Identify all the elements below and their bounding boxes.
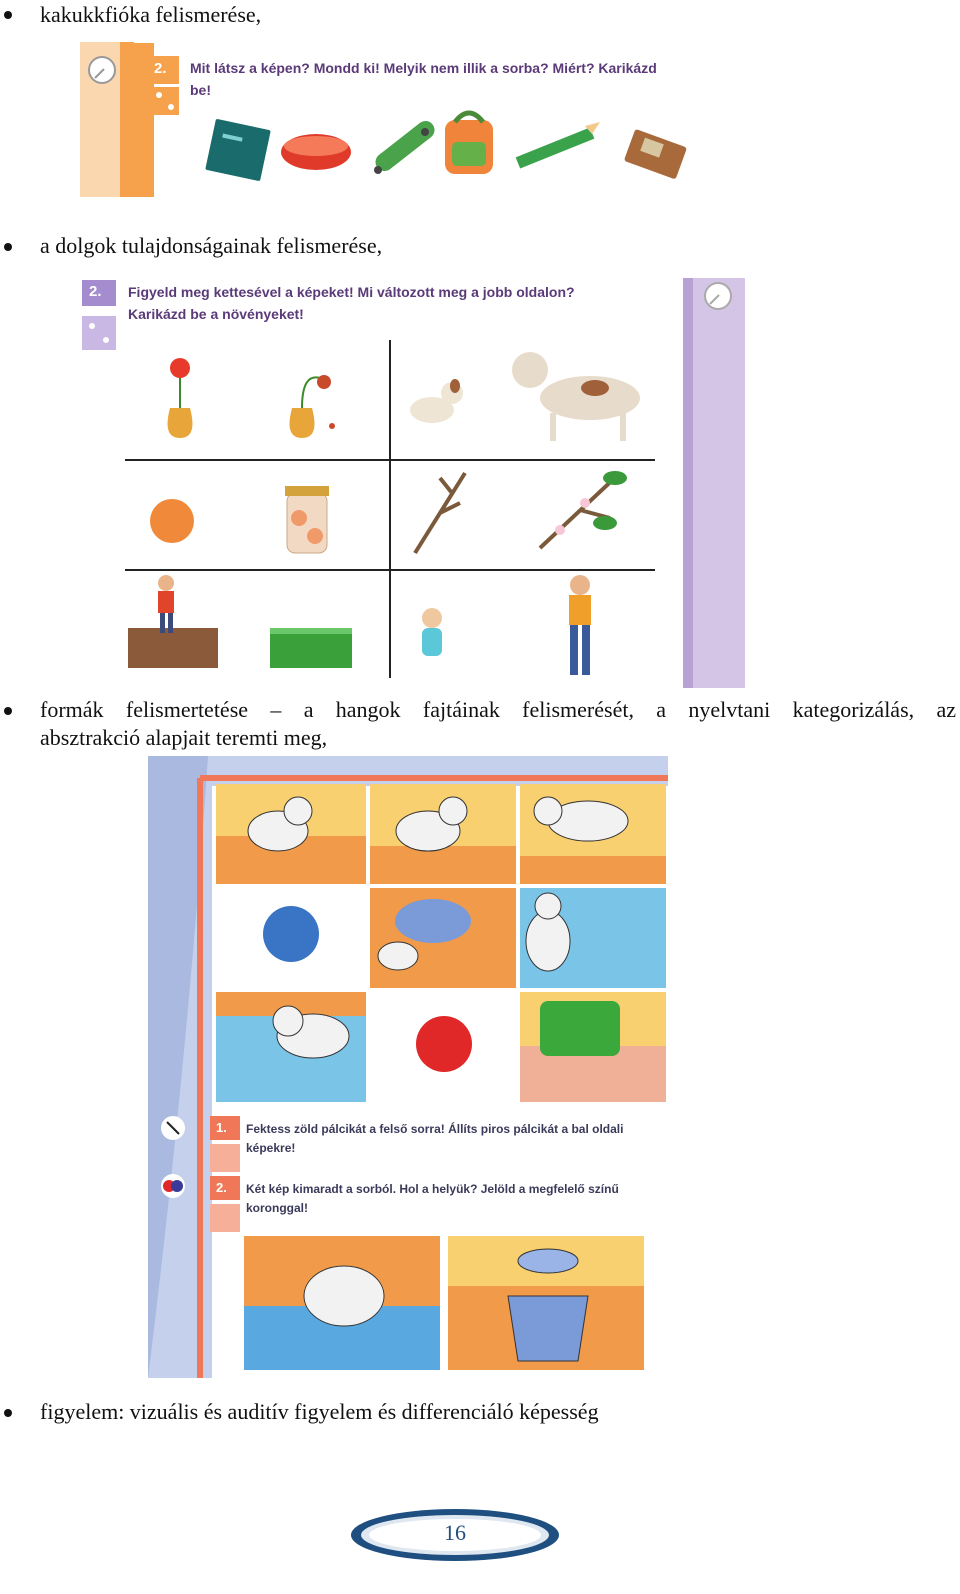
exercise-number: 2. bbox=[154, 60, 167, 77]
backpack-icon bbox=[445, 113, 493, 174]
book-icon bbox=[624, 129, 687, 180]
blossoming-twig-icon bbox=[540, 471, 627, 548]
exercise-number: 1. bbox=[216, 1120, 227, 1135]
instruction-line: Fektess zöld pálcikát a felső sorra! Állíts piros pálcikát a bal oldali bbox=[246, 1122, 624, 1136]
flower-vase-icon bbox=[168, 358, 193, 438]
dog-icon bbox=[512, 352, 640, 441]
wilted-flower-vase-icon bbox=[290, 375, 335, 438]
bullet-dot bbox=[4, 707, 12, 715]
pencil-case-icon bbox=[281, 134, 351, 170]
instruction-line: Két kép kimaradt a sorból. Hol a helyük? Jelöld a megfelelő színű bbox=[246, 1182, 619, 1196]
page-number-badge bbox=[348, 1506, 562, 1564]
bullet-dot bbox=[4, 1409, 12, 1417]
bullet-text-continuation: absztrakció alapjait teremti meg, bbox=[40, 725, 328, 750]
pencil-icon bbox=[516, 122, 600, 169]
instruction-line: Karikázd be a növényeket! bbox=[128, 306, 304, 322]
exercise-image-what-changed bbox=[80, 278, 745, 688]
cat-icon bbox=[378, 942, 418, 970]
bare-twig-icon bbox=[415, 473, 465, 553]
bullet-dot bbox=[4, 11, 12, 19]
instruction-line: koronggal! bbox=[246, 1201, 308, 1215]
bullet-text: kakukkfióka felismerése, bbox=[40, 2, 262, 27]
baby-icon bbox=[422, 608, 442, 656]
instruction-line: be! bbox=[190, 82, 211, 98]
dice-icon bbox=[82, 316, 116, 350]
sowing-man-icon bbox=[128, 575, 218, 668]
instruction-line: Figyeld meg kettesével a képeket! Mi változott meg a jobb oldalon? bbox=[128, 284, 575, 300]
notebook-icon bbox=[205, 119, 271, 182]
bullet-text: figyelem: vizuális és auditív figyelem és differenciáló képesség bbox=[40, 1399, 599, 1424]
page-number: 16 bbox=[444, 1520, 466, 1545]
exercise-number: 2. bbox=[89, 283, 102, 300]
puppy-icon bbox=[410, 379, 463, 423]
bullet-text: formák felismertetése – a hangok fajtáinak felismerését, a nyelvtani kategorizálás, az bbox=[40, 697, 956, 722]
boy-icon bbox=[569, 575, 591, 675]
apricot-jar-icon bbox=[285, 486, 329, 553]
dice-icon bbox=[151, 87, 179, 115]
instruction-line: képekre! bbox=[246, 1141, 296, 1155]
apricot-icon bbox=[150, 499, 194, 543]
red-disc bbox=[416, 1016, 472, 1072]
instruction-line: Mit látsz a képen? Mondd ki! Melyik nem illik a sorba? Miért? Karikázd bbox=[190, 60, 657, 76]
bullet-text: a dolgok tulajdonságainak felismerése, bbox=[40, 233, 383, 258]
exercise-number: 2. bbox=[216, 1180, 227, 1195]
skateboard-icon bbox=[372, 117, 438, 174]
exercise-image-odd-one-out bbox=[80, 42, 730, 197]
exercise-image-missing-pictures bbox=[148, 756, 668, 1378]
blue-disc bbox=[263, 906, 319, 962]
bullet-dot bbox=[4, 243, 12, 251]
grass-icon bbox=[270, 628, 352, 668]
